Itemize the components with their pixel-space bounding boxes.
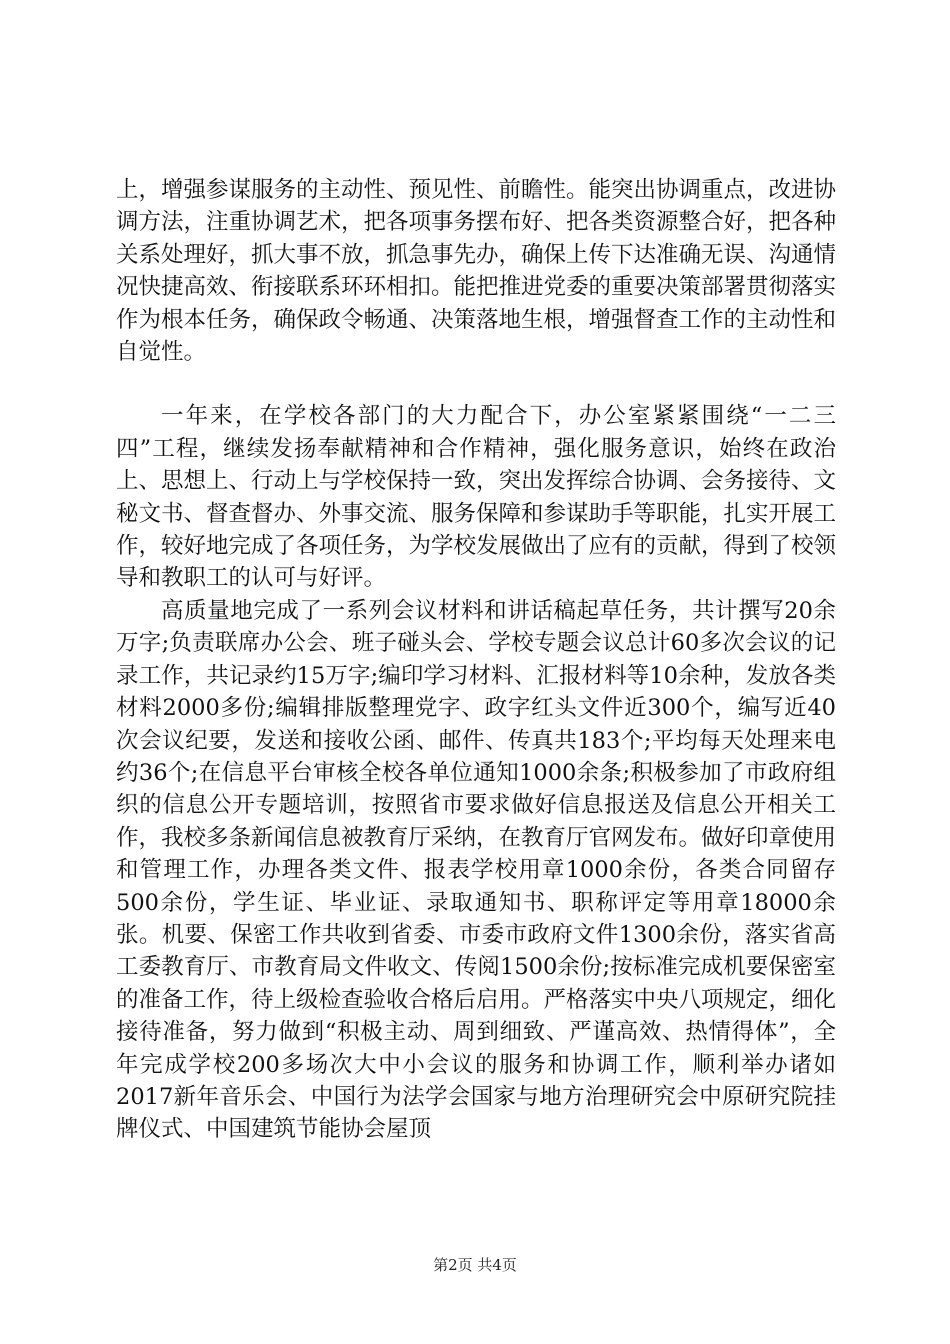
- document-body: [116, 174, 836, 1146]
- paragraph-summary: 一年来，在学校各部门的大力配合下，办公室紧紧围绕“一二三四”工程，继续发扬奉献精神和合作精神，强化服务意识，始终在政治上、思想上、行动上与学校保持一致，突出发挥综合协调、会务接待、文秘文书、督查督办、外事交流、服务保障和参谋助手等职能，扎实开展工作，较好地完成了各项任务，为学校发展做出了应有的贡献，得到了校领导和教职工的认可与好评。: [116, 403, 837, 592]
- paragraph-continued: 上，增强参谋服务的主动性、预见性、前瞻性。能突出协调重点，改进协调方法，注重协调艺术，把各项事务摆布好、把各类资源整合好，把各种关系处理好，抓大事不放，抓急事先办，确保上传下达准确无误、沟通情况快捷高效、衔接联系环环相扣。能把推进党委的重要决策部署贯彻落实作为根本任务，确保政令畅通、决策落地生根，增强督查工作的主动性和自觉性。: [116, 177, 837, 366]
- page-footer: [0, 1255, 950, 1275]
- paragraph-work-details: 高质量地完成了一系列会议材料和讲话稿起草任务，共计撰写20余万字;负责联席办公会、班子碰头会、学校专题会议总计60多次会议的记录工作，共记录约15万字;编印学习材料、汇报材料等10余种，发放各类材料2000多份;编辑排版整理党字、政字红头文件近300个，编写近40次会议纪要，发送和接收公函、邮件、传真共183个;平均每天处理来电约36个;在信息平台审核全校各单位通知1000余条;积极参加了市政府组织的信息公开专题培训，按照省市要求做好信息报送及信息公开相关工作，我校多条新闻信息被教育厅采纳，在教育厅官网发布。做好印章使用和管理工作，办理各类文件、报表学校用章1000余份，各类合同留存500余份，学生证、毕业证、录取通知书、职称评定等用章18000余张。机要、保密工作共收到省委、市委市政府文件1300余份，落实省高工委教育厅、市教育局文件收文、传阅1500余份;按标准完成机要保密室的准备工作，待上级检查验收合格后启用。严格落实中央八项规定，细化接待准备，努力做到“积极主动、周到细致、严谨高效、热情得体”，全年完成学校200多场次大中小会议的服务和协调工作，顺利举办诸如2017新年音乐会、中国行为法学会国家与地方治理研究会中原研究院挂牌仪式、中国建筑节能协会屋顶: [116, 597, 837, 1143]
- page-number-label: 第2页 共4页: [433, 1256, 517, 1274]
